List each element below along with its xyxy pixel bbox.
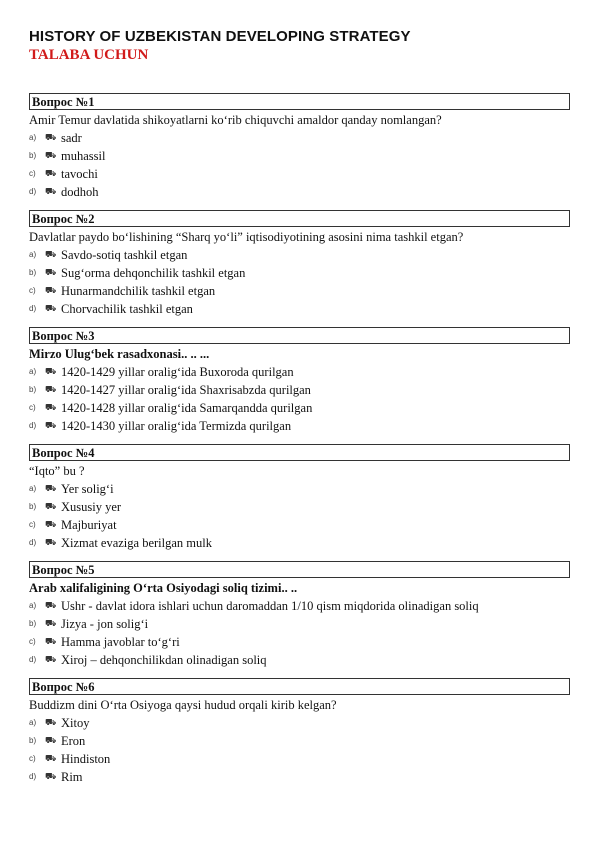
question-1-option-3[interactable] — [29, 165, 570, 183]
car-icon: ⛟ — [45, 421, 57, 431]
option-text: Xizmat evaziga berilgan mulk — [61, 536, 212, 550]
option-letter: a) — [29, 250, 37, 259]
option-list — [29, 129, 570, 201]
option-letter: c) — [29, 754, 36, 763]
car-icon: ⛟ — [45, 304, 57, 314]
option-letter: d) — [29, 772, 37, 781]
option-letter: d) — [29, 538, 37, 547]
option-text: tavochi — [61, 167, 98, 181]
car-icon: ⛟ — [45, 268, 57, 278]
car-icon: ⛟ — [45, 403, 57, 413]
question-text: “Iqto” bu ? — [29, 464, 85, 478]
document-subtitle: TALABA UCHUN — [29, 47, 149, 63]
question-1-option-4[interactable] — [29, 183, 570, 201]
option-text: Savdo-sotiq tashkil etgan — [61, 248, 188, 262]
car-icon: ⛟ — [45, 520, 57, 530]
question-1-option-2[interactable] — [29, 147, 570, 165]
option-letter: c) — [29, 403, 36, 412]
option-list — [29, 363, 570, 435]
option-text: Chorvachilik tashkil etgan — [61, 302, 193, 316]
car-icon: ⛟ — [45, 619, 57, 629]
option-text: Rim — [61, 770, 83, 784]
question-number: Вопрос №4 — [29, 444, 570, 461]
option-text: 1420-1429 yillar oralig‘ida Buxoroda qurilgan — [61, 365, 294, 379]
option-text: Ushr - davlat idora ishlari uchun daromaddan 1/10 qism miqdorida olinadigan soliq — [61, 599, 479, 613]
question-5-option-1[interactable] — [29, 597, 570, 615]
car-icon: ⛟ — [45, 286, 57, 296]
option-letter: c) — [29, 520, 36, 529]
question-block-4 — [29, 444, 570, 552]
question-number: Вопрос №2 — [29, 210, 570, 227]
question-4-option-1[interactable] — [29, 480, 570, 498]
car-icon: ⛟ — [45, 655, 57, 665]
car-icon: ⛟ — [45, 718, 57, 728]
option-letter: d) — [29, 187, 37, 196]
question-block-2 — [29, 210, 570, 318]
option-letter: d) — [29, 655, 37, 664]
option-text: 1420-1428 yillar oralig‘ida Samarqandda qurilgan — [61, 401, 313, 415]
option-list — [29, 714, 570, 786]
option-letter: b) — [29, 385, 37, 394]
option-text: Hindiston — [61, 752, 111, 766]
option-text: 1420-1430 yillar oralig‘ida Termizda qurilgan — [61, 419, 292, 433]
option-text: Xususiy yer — [61, 500, 122, 514]
question-6-option-4[interactable] — [29, 768, 570, 786]
option-text: Majburiyat — [61, 518, 117, 532]
question-5-option-2[interactable] — [29, 615, 570, 633]
car-icon: ⛟ — [45, 169, 57, 179]
car-icon: ⛟ — [45, 385, 57, 395]
option-letter: a) — [29, 601, 37, 610]
question-4-option-3[interactable] — [29, 516, 570, 534]
question-3-option-2[interactable] — [29, 381, 570, 399]
question-4-option-2[interactable] — [29, 498, 570, 516]
option-text: Xiroj – dehqonchilikdan olinadigan soliq — [61, 653, 267, 667]
question-block-3 — [29, 327, 570, 435]
option-letter: c) — [29, 286, 36, 295]
question-list — [29, 93, 570, 795]
option-text: Hamma javoblar to‘g‘ri — [61, 635, 180, 649]
document-title: HISTORY OF UZBEKISTAN DEVELOPING STRATEGY — [29, 28, 411, 45]
car-icon: ⛟ — [45, 187, 57, 197]
question-6-option-1[interactable] — [29, 714, 570, 732]
car-icon: ⛟ — [45, 601, 57, 611]
option-letter: c) — [29, 169, 36, 178]
car-icon: ⛟ — [45, 637, 57, 647]
question-number: Вопрос №5 — [29, 561, 570, 578]
question-text: Buddizm dini O‘rta Osiyoga qaysi hudud orqali kirib kelgan? — [29, 698, 337, 712]
question-6-option-3[interactable] — [29, 750, 570, 768]
question-text: Arab xalifaligining O‘rta Osiyodagi soliq tizimi.. .. — [29, 581, 298, 595]
option-letter: d) — [29, 304, 37, 313]
car-icon: ⛟ — [45, 502, 57, 512]
option-text: Jizya - jon solig‘i — [61, 617, 149, 631]
option-text: Eron — [61, 734, 86, 748]
question-3-option-4[interactable] — [29, 417, 570, 435]
car-icon: ⛟ — [45, 538, 57, 548]
option-letter: a) — [29, 718, 37, 727]
option-list — [29, 480, 570, 552]
question-text: Amir Temur davlatida shikoyatlarni ko‘rib chiquvchi amaldor qanday nomlangan? — [29, 113, 442, 127]
option-text: Xitoy — [61, 716, 90, 730]
question-5-option-3[interactable] — [29, 633, 570, 651]
question-text: Davlatlar paydo bo‘lishining “Sharq yo‘li” iqtisodiyotining asosini nima tashkil etgan? — [29, 230, 464, 244]
question-4-option-4[interactable] — [29, 534, 570, 552]
option-letter: b) — [29, 736, 37, 745]
car-icon: ⛟ — [45, 367, 57, 377]
option-letter: b) — [29, 268, 37, 277]
question-text: Mirzo Ulug‘bek rasadxonasi.. .. ... — [29, 347, 210, 361]
question-block-6 — [29, 678, 570, 786]
question-2-option-1[interactable] — [29, 246, 570, 264]
option-letter: b) — [29, 619, 37, 628]
option-letter: a) — [29, 367, 37, 376]
car-icon: ⛟ — [45, 484, 57, 494]
question-block-5 — [29, 561, 570, 669]
option-letter: b) — [29, 151, 37, 160]
car-icon: ⛟ — [45, 250, 57, 260]
question-3-option-3[interactable] — [29, 399, 570, 417]
option-letter: c) — [29, 637, 36, 646]
question-5-option-4[interactable] — [29, 651, 570, 669]
option-text: sadr — [61, 131, 82, 145]
car-icon: ⛟ — [45, 772, 57, 782]
option-letter: a) — [29, 133, 37, 142]
question-2-option-3[interactable] — [29, 282, 570, 300]
car-icon: ⛟ — [45, 754, 57, 764]
question-6-option-2[interactable] — [29, 732, 570, 750]
option-text: Hunarmandchilik tashkil etgan — [61, 284, 216, 298]
question-1-option-1[interactable] — [29, 129, 570, 147]
car-icon: ⛟ — [45, 736, 57, 746]
car-icon: ⛟ — [45, 133, 57, 143]
question-2-option-4[interactable] — [29, 300, 570, 318]
option-text: muhassil — [61, 149, 106, 163]
question-number: Вопрос №3 — [29, 327, 570, 344]
option-list — [29, 597, 570, 669]
question-number: Вопрос №6 — [29, 678, 570, 695]
question-number: Вопрос №1 — [29, 93, 570, 110]
option-text: Sug‘orma dehqonchilik tashkil etgan — [61, 266, 246, 280]
option-letter: d) — [29, 421, 37, 430]
option-text: Yer solig‘i — [61, 482, 114, 496]
option-letter: a) — [29, 484, 37, 493]
question-2-option-2[interactable] — [29, 264, 570, 282]
question-3-option-1[interactable] — [29, 363, 570, 381]
option-letter: b) — [29, 502, 37, 511]
car-icon: ⛟ — [45, 151, 57, 161]
option-text: dodhoh — [61, 185, 99, 199]
option-list — [29, 246, 570, 318]
option-text: 1420-1427 yillar oralig‘ida Shaxrisabzda qurilgan — [61, 383, 311, 397]
question-block-1 — [29, 93, 570, 201]
